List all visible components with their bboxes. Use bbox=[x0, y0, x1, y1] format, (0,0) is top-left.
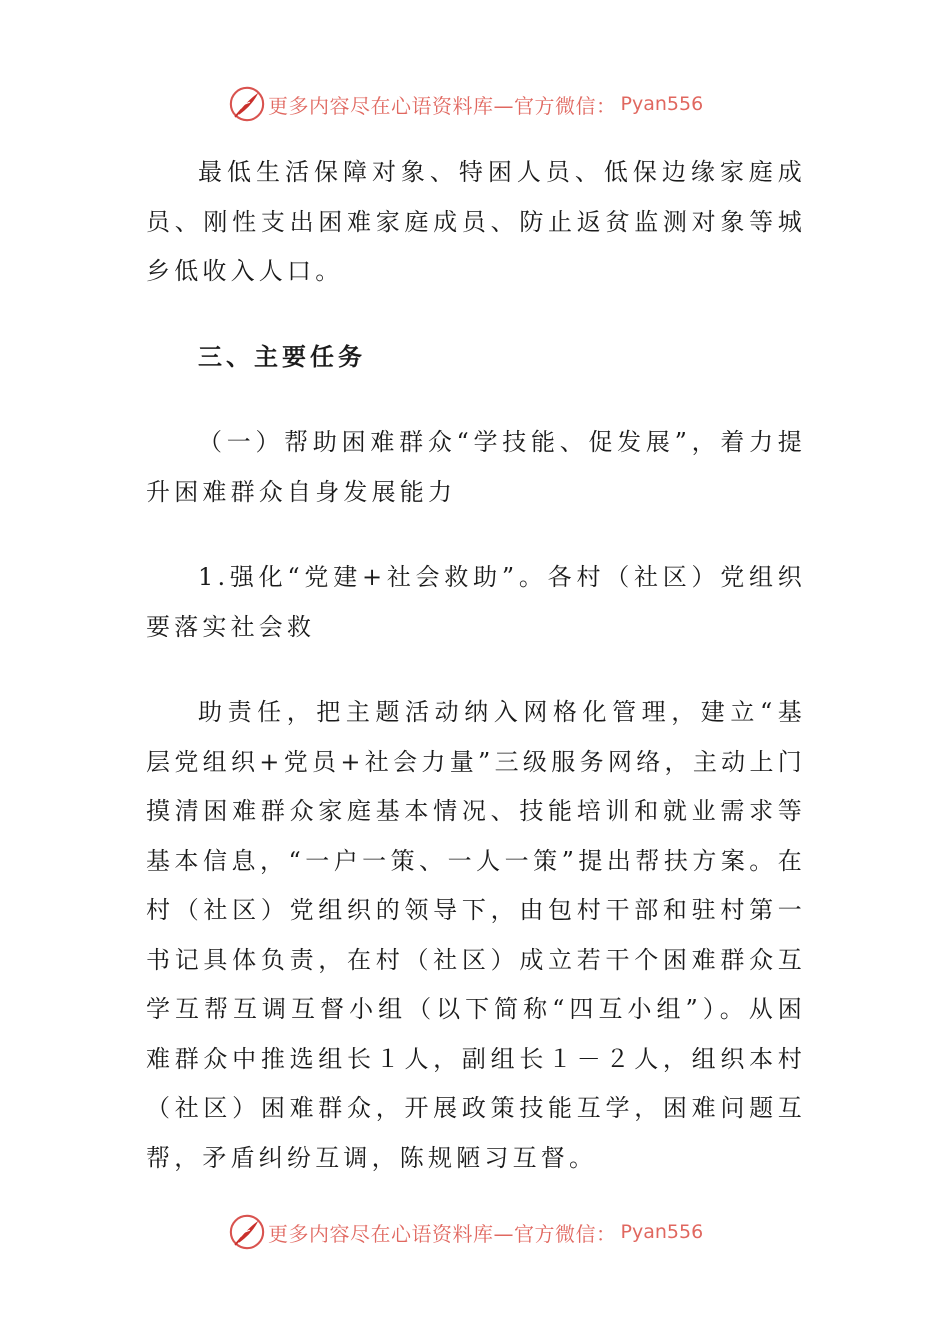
subsection-heading-1: （一）帮助困难群众“学技能、促发展”，着力提升困难群众自身发展能力 bbox=[146, 428, 806, 506]
document-body bbox=[146, 148, 806, 1183]
wechat-id: Pyan556 bbox=[620, 1221, 704, 1243]
item-1-party-building: 1.强化“党建+社会救助”。各村（社区）党组织要落实社会救 bbox=[146, 563, 806, 641]
quill-pen-logo-icon bbox=[228, 1213, 266, 1251]
quill-pen-logo-icon bbox=[228, 85, 266, 123]
paragraph-target-groups: 最低生活保障对象、特困人员、低保边缘家庭成员、刚性支出困难家庭成员、防止返贫监测对象等城乡低收入人口。 bbox=[146, 158, 806, 285]
header-watermark-banner bbox=[228, 84, 748, 124]
wechat-id: Pyan556 bbox=[620, 93, 704, 115]
section-heading-main-tasks: 三、主要任务 bbox=[198, 342, 366, 371]
watermark-text: 更多内容尽在心语资料库—官方微信： bbox=[268, 1221, 617, 1246]
paragraph-assistance-responsibility: 助责任，把主题活动纳入网格化管理，建立“基层党组织+党员+社会力量”三级服务网络，主动上门摸清困难群众家庭基本情况、技能培训和就业需求等基本信息，“一户一策、一人一策”提出帮扶方案。在村（社区）党组织的领导下，由包村干部和驻村第一书记具体负责，在村（社区）成立若干个困难群众互学互帮互调互督小组（以下简称“四互小组”）。从困难群众中推选组长１人，副组长１－２人，组织本村（社区）困难群众，开展政策技能互学，困难问题互帮，矛盾纠纷互调，陈规陋习互督。 bbox=[146, 698, 806, 1172]
watermark-text: 更多内容尽在心语资料库—官方微信： bbox=[268, 93, 617, 118]
footer-watermark-banner bbox=[228, 1212, 748, 1252]
